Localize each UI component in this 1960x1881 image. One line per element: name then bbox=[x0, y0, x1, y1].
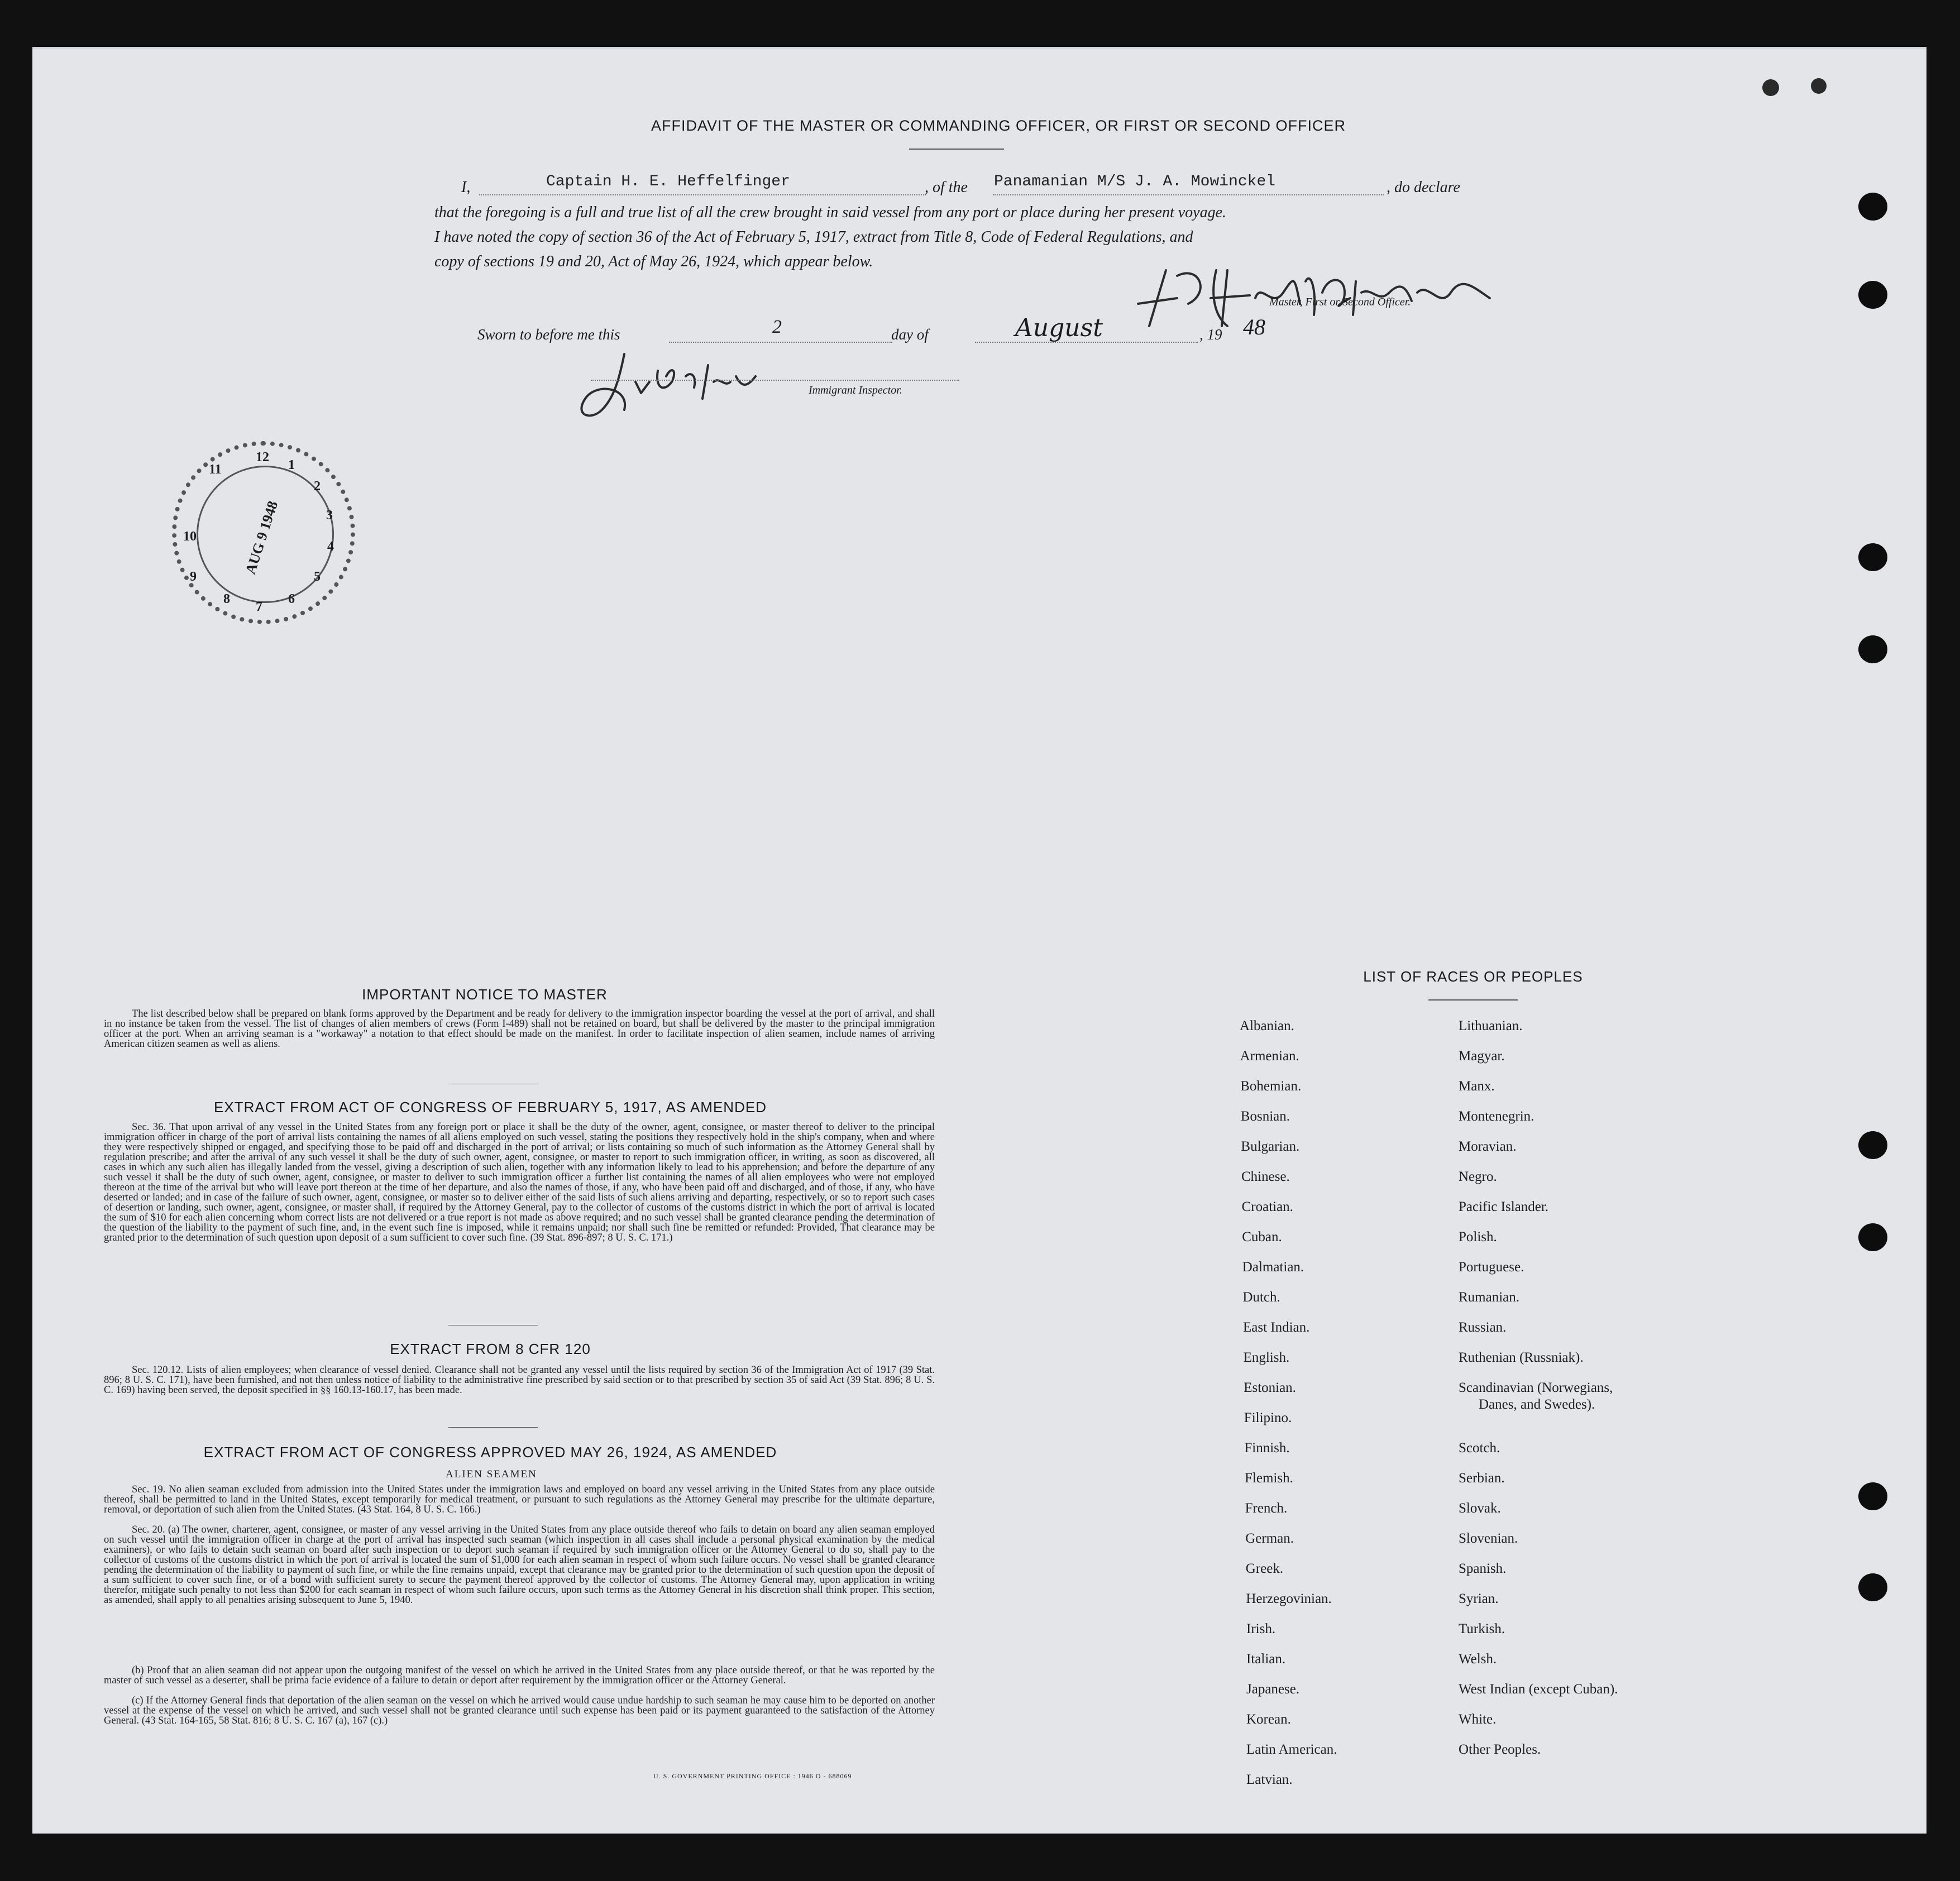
race-item: Danes, and Swedes). bbox=[1479, 1397, 1595, 1412]
race-item: Welsh. bbox=[1459, 1652, 1497, 1667]
race-item: Flemish. bbox=[1245, 1471, 1293, 1486]
race-item: Syrian. bbox=[1459, 1591, 1499, 1606]
race-item: Cuban. bbox=[1242, 1229, 1282, 1245]
race-item: Moravian. bbox=[1459, 1139, 1517, 1154]
punch-hole bbox=[1858, 1573, 1887, 1601]
stamp-number: 12 bbox=[256, 450, 269, 465]
year-value: 48 bbox=[1243, 314, 1265, 339]
vessel-name-line bbox=[993, 194, 1384, 195]
race-item: White. bbox=[1459, 1712, 1497, 1727]
master-caption: Master, First or Second Officer. bbox=[1269, 296, 1411, 308]
punch-hole bbox=[1858, 193, 1887, 221]
affidavit-title: AFFIDAVIT OF THE MASTER OR COMMANDING OFFICER, OR FIRST OR SECOND OFFICER bbox=[651, 117, 1346, 134]
race-item: West Indian (except Cuban). bbox=[1459, 1682, 1618, 1697]
stamp-number: 10 bbox=[183, 529, 197, 544]
affidavit-line-2: that the foregoing is a full and true list of all the crew brought in said vessel from any port or place during her present voyage. bbox=[434, 204, 1227, 221]
document-page bbox=[32, 47, 1926, 1834]
day-value: 2 bbox=[772, 317, 782, 337]
stamp-number: 5 bbox=[314, 569, 321, 584]
do-declare-label: , do declare bbox=[1387, 179, 1460, 196]
stamp-number: 7 bbox=[256, 600, 262, 614]
race-item: Latin American. bbox=[1246, 1742, 1337, 1757]
race-item: Slovak. bbox=[1459, 1501, 1501, 1516]
races-title: LIST OF RACES OR PEOPLES bbox=[1363, 968, 1583, 985]
race-item: Herzegovinian. bbox=[1246, 1591, 1332, 1606]
punch-hole bbox=[1858, 635, 1887, 663]
extract-cfr-title: EXTRACT FROM 8 CFR 120 bbox=[390, 1341, 591, 1357]
race-item: Bosnian. bbox=[1240, 1109, 1290, 1124]
day-of-label: day of bbox=[891, 326, 929, 343]
stamp-number: 9 bbox=[190, 569, 197, 584]
punch-hole bbox=[1858, 281, 1887, 309]
extract-1924-title: EXTRACT FROM ACT OF CONGRESS APPROVED MAY 26, 1924, AS AMENDED bbox=[203, 1444, 777, 1461]
stamp-number: 1 bbox=[288, 458, 295, 472]
race-item: Albanian. bbox=[1240, 1018, 1294, 1033]
race-item: Dalmatian. bbox=[1242, 1260, 1304, 1275]
inspector-signature bbox=[557, 337, 792, 438]
printer-imprint: U. S. GOVERNMENT PRINTING OFFICE : 1946 O - 688069 bbox=[653, 1772, 852, 1780]
date-stamp bbox=[172, 441, 355, 624]
race-item: Chinese. bbox=[1241, 1169, 1290, 1184]
race-item: Scotch. bbox=[1459, 1440, 1500, 1456]
race-item: Polish. bbox=[1459, 1229, 1497, 1245]
inspector-line bbox=[591, 380, 959, 381]
section-19: Sec. 19. No alien seaman excluded from admission into the United States under the immigration laws and employed on board any vessel arriving in the United States from any place outside thereof, shall be permitted to land in the United States, except temporarily for medical treatment, or pursuant to such regulations as the Attorney General may prescribe for the ultimate departure, removal, or deportation of such alien from the United States. (43 Stat. 164, 8 U. S. C. 166.) bbox=[104, 1484, 935, 1515]
race-item: Greek. bbox=[1245, 1561, 1284, 1576]
stamp-number: 6 bbox=[288, 592, 295, 606]
race-item: French. bbox=[1245, 1501, 1288, 1516]
stamp-number: 2 bbox=[314, 479, 321, 494]
race-item: Manx. bbox=[1459, 1079, 1495, 1094]
races-rule bbox=[1428, 999, 1518, 1001]
punch-hole bbox=[1858, 1131, 1887, 1159]
race-item: Dutch. bbox=[1242, 1290, 1280, 1305]
stamp-number: 3 bbox=[326, 508, 333, 523]
notice-title: IMPORTANT NOTICE TO MASTER bbox=[362, 986, 608, 1003]
of-the-label: , of the bbox=[925, 179, 968, 196]
stamp-number: 11 bbox=[209, 462, 222, 477]
race-item: East Indian. bbox=[1243, 1320, 1310, 1335]
section-rule bbox=[448, 1427, 538, 1428]
race-item: Negro. bbox=[1459, 1169, 1497, 1184]
stamp-number: 4 bbox=[327, 539, 334, 554]
vessel-name-field: Panamanian M/S J. A. Mowinckel bbox=[994, 173, 1276, 190]
inspector-caption: Immigrant Inspector. bbox=[809, 384, 902, 396]
race-item: Japanese. bbox=[1246, 1682, 1300, 1697]
race-item: Montenegrin. bbox=[1459, 1109, 1534, 1124]
race-item: Spanish. bbox=[1459, 1561, 1507, 1576]
race-item: Slovenian. bbox=[1459, 1531, 1518, 1546]
notice-body: The list described below shall be prepared on blank forms approved by the Department and be ready for delivery to the immigration inspector boarding the vessel at the port of arrival, and shall in no instance be taken from the vessel. The list of changes of alien members of crews (Form I-489) shall not be retained on board, but shall be delivered by the master to the principal immigration officer at the port. When an arriving seaman is a "workaway" a notation to that effect should be made on the manifest. In order to facilitate inspection of alien seamen, include names of arriving American citizen seamen as well as aliens. bbox=[104, 1008, 935, 1050]
stamp-date: AUG 9 1948 bbox=[242, 499, 281, 576]
stamp-number: 8 bbox=[223, 592, 230, 606]
punch-hole bbox=[1858, 1223, 1887, 1251]
race-item: Other Peoples. bbox=[1459, 1742, 1541, 1757]
race-item: Pacific Islander. bbox=[1459, 1199, 1549, 1214]
race-item: Korean. bbox=[1246, 1712, 1291, 1727]
race-item: Serbian. bbox=[1459, 1471, 1505, 1486]
extract-1917-body: Sec. 36. That upon arrival of any vessel in the United States from any foreign port or place it shall be the duty of the owner, agent, consignee, or master thereof to deliver to the principal immigration officer in charge of the port of arrival lists containing the names of all aliens employed on such vessel, stating the positions they respectively hold in the ship's company, when and where they were respectively shipped or engaged, and specifying those to be paid off and discharged in the port of arrival; or lists containing so much of such information as the Attorney General shall by regulation prescribe; and after the arrival of any such vessel it shall be the duty of such owner, agent, consignee, or master to report to such immigration officer, in writing, as soon as discovered, all cases in which any such alien has illegally landed from the vessel, giving a description of such alien, together with any information likely to lead to his apprehension; and before the departure of any such vessel it shall be the duty of such owner, agent, consignee, or master to deliver to such immigration officer a further list containing the names of all alien employees who were not employed thereon at the time of the arrival but who will leave port thereon at the time of her departure, and also the names of those, if any, who have been paid off and discharged, and of those, if any, who have deserted or landed; and in case of the failure of such owner, agent, consignee, or master so to deliver either of the said lists of such aliens arriving and departing, respectively, or so to report such cases of desertion or landing, such owner, agent, consignee, or master shall, if required by the Attorney General, pay to the collector of customs of the customs district in which the port of arrival is located the sum of $10 for each alien concerning whom correct lists are not delivered or a true report is not made as above required; and no such vessel shall be granted clearance pending the determination of the question of the liability to the payment of such fine, and, in the event such fine is imposed, while it remains unpaid; nor shall such fine be remitted or refunded: Provided, That clearance may be granted prior to the determination of such question upon deposit of a sum sufficient to cover such fine. (39 Stat. 896-897; 8 U. S. C. 171.) bbox=[104, 1122, 935, 1243]
master-name-field: Captain H. E. Heffelfinger bbox=[546, 173, 790, 190]
race-item: Scandinavian (Norwegians, bbox=[1459, 1380, 1613, 1395]
alien-seamen-subtitle: ALIEN SEAMEN bbox=[446, 1468, 537, 1480]
month-value: August bbox=[1015, 314, 1103, 342]
race-item: Turkish. bbox=[1459, 1621, 1505, 1636]
master-name-line bbox=[479, 194, 926, 195]
affidavit-line-4: copy of sections 19 and 20, Act of May 26, 1924, which appear below. bbox=[434, 253, 873, 270]
race-item: Portuguese. bbox=[1459, 1260, 1524, 1275]
race-item: Armenian. bbox=[1240, 1049, 1299, 1064]
section-20a: Sec. 20. (a) The owner, charterer, agent, consignee, or master of any vessel arriving in the United States from any place outside thereof who fails to detain on board any alien seaman employed on such vessel until the immigration officer in charge at the port of arrival has inspected such seaman (which inspection in all cases shall include a personal physical examination by the medical examiners), or who fails to detain such seaman on board after such inspection or to deport such seaman if required by such immigration officer or the Attorney General to do so, shall pay to the collector of customs of the customs district in which the port of arrival is located the sum of $1,000 for each alien seaman in respect of whom such failure occurs. No vessel shall be granted clearance pending the determination of the liability to payment of such fine, or while the fine remains unpaid, except that clearance may be granted prior to the determination of such question upon the deposit of a sum sufficient to cover such fine, or of a bond with sufficient surety to secure the payment thereof approved by the collector of customs. The Attorney General may, upon application in writing therefor, mitigate such penalty to not less than $200 for each seaman in respect of whom such failure occurs, upon such terms as the Attorney General in his discretion shall think proper. This section, as amended, shall apply to all penalties arising subsequent to June 5, 1940. bbox=[104, 1524, 935, 1606]
race-item: Bulgarian. bbox=[1241, 1139, 1300, 1154]
race-item: Finnish. bbox=[1244, 1440, 1290, 1456]
affidavit-i: I, bbox=[461, 179, 471, 196]
ink-speck bbox=[1811, 78, 1827, 94]
affidavit-line-3: I have noted the copy of section 36 of the Act of February 5, 1917, extract from Title 8, Code of Federal Regulations, and bbox=[434, 228, 1193, 246]
top-edge bbox=[32, 47, 1926, 49]
extract-1917-title: EXTRACT FROM ACT OF CONGRESS OF FEBRUARY 5, 1917, AS AMENDED bbox=[214, 1099, 767, 1116]
punch-hole bbox=[1858, 1482, 1887, 1510]
section-20b: (b) Proof that an alien seaman did not appear upon the outgoing manifest of the vessel on which he arrived in the United States from any place outside thereof, or that he was reported by the master of such vessel as a deserter, shall be prima facie evidence of a failure to detain or deport after requirement by the immigration officer or the Attorney General. bbox=[104, 1665, 935, 1686]
race-item: Russian. bbox=[1459, 1320, 1507, 1335]
race-item: Croatian. bbox=[1241, 1199, 1293, 1214]
race-item: Estonian. bbox=[1244, 1380, 1296, 1395]
extract-cfr-body: Sec. 120.12. Lists of alien employees; when clearance of vessel denied. Clearance shall not be granted any vessel until the lists required by section 36 of the Immigration Act of 1917 (39 Stat. 896; 8 U. S. C. 171), have been furnished, and not then unless notice of liability to the administrative fine prescribed by said section or to that prescribed by section 35 of said Act (39 Stat. 896; 8 U. S. C. 169) having been served, the deposit specified in §§ 160.13-160.17, has been made. bbox=[104, 1365, 935, 1396]
race-item: Lithuanian. bbox=[1459, 1018, 1523, 1033]
race-item: English. bbox=[1243, 1350, 1290, 1365]
race-item: Filipino. bbox=[1244, 1410, 1292, 1425]
race-item: Latvian. bbox=[1246, 1772, 1293, 1787]
ink-speck bbox=[1762, 79, 1779, 96]
section-20c: (c) If the Attorney General finds that deportation of the alien seaman on the vessel on which he arrived would cause undue hardship to such seaman he may cause him to be deported on another vessel at the expense of the vessel on which he arrived, and such vessel shall not be granted clearance until such expense has been paid or its payment guaranteed to the satisfaction of the Attorney General. (43 Stat. 164-165, 58 Stat. 816; 8 U. S. C. 167 (a), 167 (c).) bbox=[104, 1695, 935, 1726]
punch-hole bbox=[1858, 543, 1887, 571]
race-item: Ruthenian (Russniak). bbox=[1459, 1350, 1584, 1365]
race-item: Italian. bbox=[1246, 1652, 1286, 1667]
race-item: Bohemian. bbox=[1240, 1079, 1302, 1094]
year-prefix: , 19 bbox=[1199, 326, 1222, 343]
sworn-label: Sworn to before me this bbox=[477, 326, 620, 343]
race-item: Irish. bbox=[1246, 1621, 1276, 1636]
race-item: German. bbox=[1245, 1531, 1294, 1546]
race-item: Rumanian. bbox=[1459, 1290, 1520, 1305]
title-rule bbox=[909, 149, 1004, 150]
race-item: Magyar. bbox=[1459, 1049, 1505, 1064]
